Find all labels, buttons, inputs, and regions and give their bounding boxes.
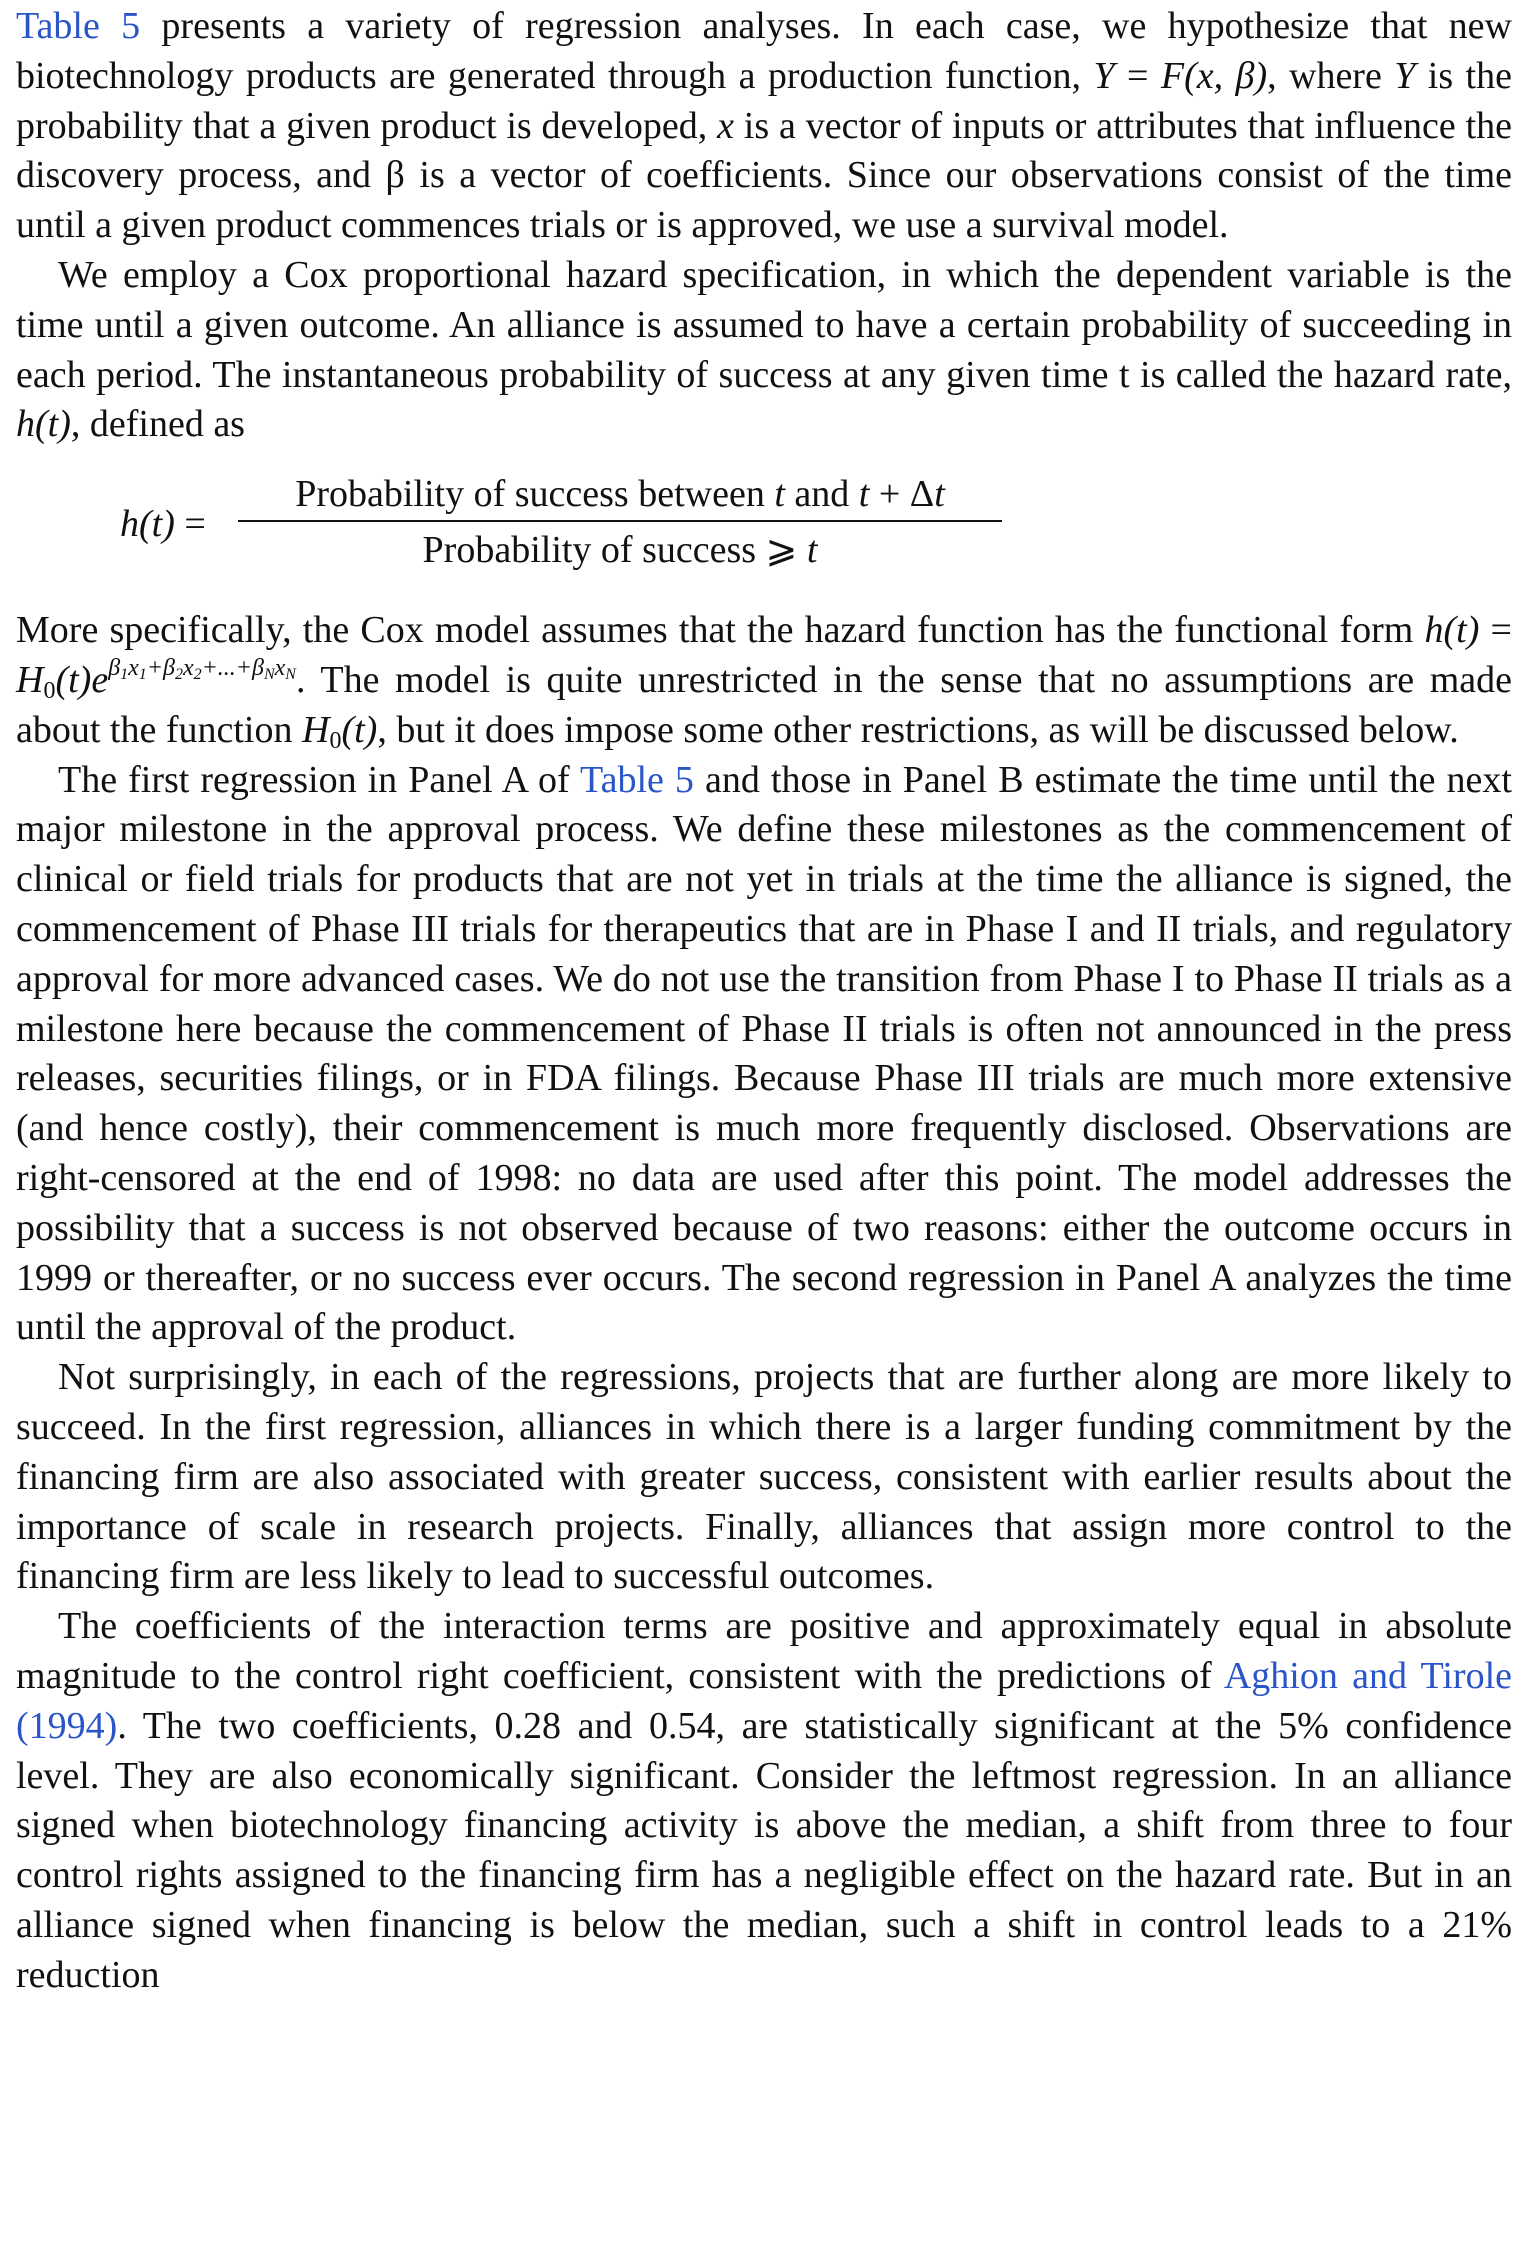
math-t: (t) bbox=[139, 503, 175, 546]
equals-sign: = bbox=[1479, 609, 1512, 652]
subscript: N bbox=[263, 665, 275, 683]
text: , where bbox=[1267, 54, 1395, 97]
subscript: 1 bbox=[120, 665, 129, 683]
equals-sign: = bbox=[174, 503, 206, 546]
subscript: 2 bbox=[174, 665, 183, 683]
math-h: h bbox=[120, 503, 139, 546]
text: . The two coefficients, 0.28 and 0.54, are statistically significant at the 5% confidence level. They are also economically significant. Consider the leftmost regression. In an alliance signed when biotechnology financing activity is above the median, a shift from three to four control rights assigned to the financing firm has a negligible effect on the hazard rate. But in an alliance signed when financing is below the median, such a shift in control leads to a 21% reduction bbox=[16, 1704, 1512, 1996]
text: The coefficients of the interaction terms are positive and approximately equal in absolute magnitude to the control right coefficient, consistent with the predictions of bbox=[16, 1605, 1512, 1697]
equals-sign: = bbox=[1114, 54, 1161, 97]
math-x: x bbox=[128, 654, 139, 681]
text: and bbox=[784, 473, 859, 516]
text: The first regression in Panel A of bbox=[58, 758, 581, 801]
text: . The model is quite unrestricted in the sense that no assumptions are made about the function bbox=[16, 658, 1512, 751]
math-hazard: h(t) bbox=[1424, 609, 1480, 652]
math-close: ) bbox=[1254, 54, 1268, 97]
subscript: 0 bbox=[329, 727, 342, 754]
math-t: t bbox=[806, 529, 818, 572]
paragraph-production-function bbox=[16, 2, 1512, 251]
math-t: t bbox=[774, 473, 785, 516]
text: We employ a Cox proportional hazard specification, in which the dependent variable is the time until a given outcome. An alliance is assumed to have a certain probability of succeeding in each period. The instantaneous probability of success at any given time t is called the hazard rate, bbox=[16, 253, 1512, 396]
math-x: x bbox=[274, 654, 286, 681]
text: , but it does impose some other restrictions, as will be discussed below. bbox=[377, 708, 1459, 751]
math-y: Y bbox=[1394, 54, 1416, 97]
subscript: 1 bbox=[138, 665, 147, 683]
text: , defined as bbox=[70, 403, 245, 446]
hazard-rate-equation bbox=[16, 450, 1512, 606]
paragraph-milestones bbox=[16, 756, 1512, 1354]
table-5-link[interactable]: Table 5 bbox=[580, 758, 694, 801]
fraction-bar bbox=[238, 520, 1002, 522]
paragraph-results bbox=[16, 1353, 1512, 1602]
equation-lhs bbox=[120, 502, 206, 546]
text: Not surprisingly, in each of the regressions, projects that are further along are more likely to succeed. In the first regression, alliances in which there is a larger funding commitment by the financing firm are also associated with greater success, consistent with earlier results about the importance of scale in research projects. Finally, alliances that assign more control to the financing firm are less likely to lead to successful outcomes. bbox=[16, 1356, 1512, 1598]
text: is a vector of inputs or attributes that influence the discovery process, and bbox=[16, 104, 1512, 197]
text: presents a variety of regression analyses. In each case, we hypothesize that new biotechnology products are generated through a production function, bbox=[16, 5, 1512, 97]
math-hazard: h(t) bbox=[16, 403, 71, 446]
text: Probability of success between bbox=[295, 473, 775, 516]
math-beta: β bbox=[108, 654, 121, 681]
aghion-tirole-citation-link[interactable]: Aghion and Tirole (1994) bbox=[16, 1654, 1512, 1747]
exponent bbox=[108, 655, 296, 681]
math-f: F bbox=[1160, 54, 1185, 97]
equation-denominator bbox=[238, 528, 1002, 572]
math-h0: H bbox=[16, 658, 44, 701]
text: More specifically, the Cox model assumes that the hazard function has the functional form bbox=[16, 609, 1425, 652]
math-exp-base: (t)e bbox=[55, 658, 109, 701]
text: is the probability that a given product is developed, bbox=[16, 54, 1512, 147]
math-beta: +β bbox=[146, 654, 175, 681]
paragraph-cox-model bbox=[16, 251, 1512, 450]
math-t: t bbox=[934, 473, 945, 516]
math-args: (x, bbox=[1184, 54, 1236, 97]
text: Probability of success ⩾ bbox=[422, 529, 807, 572]
math-h0: H bbox=[301, 708, 330, 751]
paragraph-functional-form bbox=[16, 606, 1512, 755]
table-5-link[interactable]: Table 5 bbox=[16, 5, 141, 47]
text: + Δ bbox=[869, 473, 935, 516]
math-t: (t) bbox=[341, 708, 378, 751]
math-x: x bbox=[182, 654, 194, 681]
math-beta: +...+β bbox=[201, 654, 264, 681]
subscript: 0 bbox=[43, 677, 56, 704]
subscript: 2 bbox=[193, 665, 202, 683]
math-beta: β bbox=[385, 154, 405, 197]
equation-numerator bbox=[238, 472, 1002, 516]
math-y: Y bbox=[1093, 54, 1115, 97]
paragraph-interaction-terms bbox=[16, 1602, 1512, 2000]
text: is a vector of coefficients. Since our observations consist of the time until a given product commences trials or is approved, we use a survival model. bbox=[16, 154, 1512, 247]
math-beta: β bbox=[1235, 54, 1255, 97]
subscript: N bbox=[285, 665, 296, 683]
equation-fraction bbox=[238, 472, 1002, 572]
math-t: t bbox=[858, 473, 870, 516]
math-x: x bbox=[717, 104, 734, 147]
article-page bbox=[16, 2, 1512, 2000]
text: and those in Panel B estimate the time until the next major milestone in the approval process. We define these milestones as the commencement of clinical or field trials for products that are not yet in trials at the time the alliance is signed, the commencement of Phase III trials for therapeutics that are in Phase I and II trials, and regulatory approval for more advanced cases. We do not use the transition from Phase I to Phase II trials as a milestone here because the commencement of Phase II trials is often not announced in the press releases, securities filings, or in FDA filings. Because Phase III trials are much more extensive (and hence costly), their commencement is much more frequently disclosed. Observations are right-censored at the end of 1998: no data are used after this point. The model addresses the possibility that a success is not observed because of two reasons: either the outcome occurs in 1999 or thereafter, or no success ever occurs. The second regression in Panel A analyzes the time until the approval of the product. bbox=[16, 758, 1512, 1349]
